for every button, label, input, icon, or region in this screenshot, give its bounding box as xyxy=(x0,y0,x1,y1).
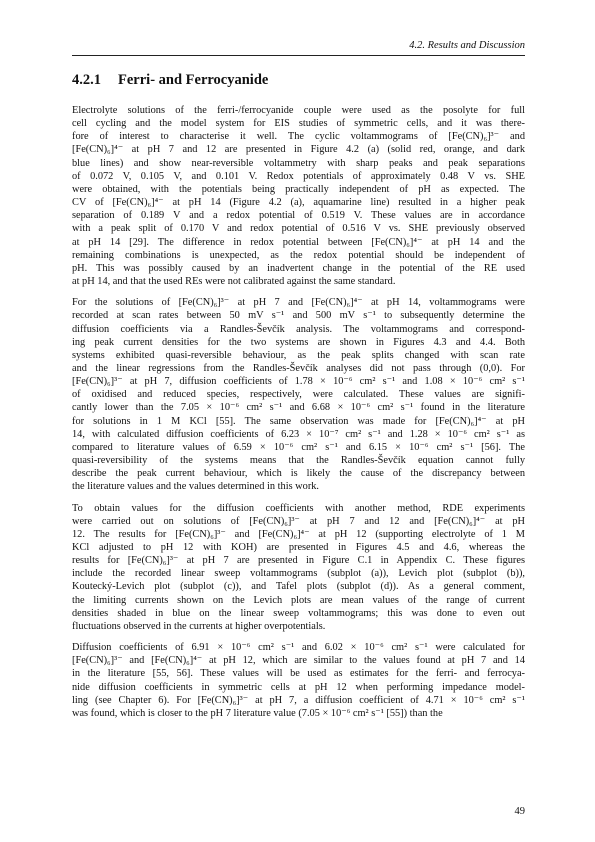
text-line: at pH 14, and that the used REs were not calibrated against the same standard. xyxy=(72,276,396,288)
text-line: and the linear regressions from the Randles-Ševčík analyses did not pass through (0,0). For xyxy=(72,362,525,374)
text-line: for solutions in 1 M KCl [55]. The same observation was made for [Fe(CN)₆]⁴⁻ at pH xyxy=(72,415,525,427)
text-line: Diffusion coefficients of 6.91 × 10⁻⁶ cm² s⁻¹ and 6.02 × 10⁻⁶ cm² s⁻¹ were calculated for xyxy=(72,642,525,654)
paragraph xyxy=(72,296,525,493)
text-line: 12. The results for [Fe(CN)₆]³⁻ and [Fe(CN)₆]⁴⁻ at pH 12 (supporting electrolyte of 1 M xyxy=(72,528,525,540)
text-line: fore of interest to characterise it well. The cyclic voltammograms of [Fe(CN)₆]³⁻ and xyxy=(72,131,525,143)
text-line: of oxidised and reduced species, respectively, were calculated. These values are signifi- xyxy=(72,389,525,401)
text-line: cell cycling and the model system for EIS studies of symmetric cells, and it was there- xyxy=(72,118,525,130)
section-title: Ferri- and Ferrocyanide xyxy=(118,72,269,88)
text-line: ing peak current densities for the two systems are shown in Figures 4.3 and 4.4. Both xyxy=(72,336,525,348)
text-line: with a peak split of 0.170 V and redox potential of 0.516 V vs. SHE previously observed xyxy=(72,223,525,235)
text-line: results for [Fe(CN)₆]³⁻ at pH 7 are presented in Figure C.1 in Appendix C. These figures xyxy=(72,555,525,567)
section-number: 4.2.1 xyxy=(72,72,101,88)
text-line: KCl adjusted to pH 12 with KOH) are presented in Figures 4.5 and 4.6, whereas the xyxy=(72,542,525,553)
text-line: in the literature [55, 56]. These values will be used as estimates for the ferri- and ferrocya- xyxy=(72,668,525,680)
text-line: the limiting currents shown on the Levich plots are mean values of the range of current xyxy=(72,594,525,606)
text-line: fluctuations observed in the currents at higher overpotentials. xyxy=(72,620,326,632)
text-line: at pH 14 [29]. The difference in redox potential between [Fe(CN)₆]⁴⁻ at pH 14 and the xyxy=(72,236,525,248)
header-rule xyxy=(72,55,525,56)
text-line: systems exhibited quasi-reversible behaviour, as the peak splits changed with scan rate xyxy=(72,349,525,361)
text-line: nide diffusion coefficients in symmetric cells at pH 12 when performing impedance model- xyxy=(72,681,525,693)
paragraph xyxy=(72,641,525,720)
running-head: 4.2. Results and Discussion xyxy=(409,40,525,51)
text-line: of 0.072 V, 0.105 V, and 0.101 V. Redox potentials of approximately 0.48 V vs. SHE xyxy=(72,170,525,182)
text-line: Koutecký-Levich plot (subplot (c)), and Tafel plots (subplot (d)). As a general comment, xyxy=(72,581,525,593)
body-text xyxy=(72,104,525,728)
paragraph xyxy=(72,104,525,288)
text-line: was found, which is closer to the pH 7 literature value (7.05 × 10⁻⁶ cm² s⁻¹ [55]) than the xyxy=(72,707,443,719)
text-line: compared to literature values of 6.59 × 10⁻⁶ cm² s⁻¹ and 6.15 × 10⁻⁶ cm² s⁻¹ [56]. The xyxy=(72,441,525,453)
text-line: Electrolyte solutions of the ferri-/ferrocyanide couple were used as the posolyte for full xyxy=(72,105,525,116)
paragraph xyxy=(72,502,525,634)
text-line: quasi-reversibility of the systems means that the Randles-Ševčík equation cannot fully xyxy=(72,455,525,467)
text-line: diffusion coefficients via a Randles-Ševčík analysis. The voltammograms and correspond- xyxy=(72,323,525,335)
text-line: [Fe(CN)₆]⁴⁻ at pH 7 and 12 are presented in Figure 4.2 (a) (solid red, orange, and dark xyxy=(72,144,525,156)
text-line: ling (see Chapter 6). For [Fe(CN)₆]³⁻ at pH 7, a diffusion coefficient of 4.71 × 10⁻⁶ cm² s⁻¹ xyxy=(72,694,525,706)
text-line: were carried out on solutions of [Fe(CN)₆]³⁻ at pH 7 and 12 and [Fe(CN)₆]⁴⁻ at pH xyxy=(72,515,525,527)
text-line: [Fe(CN)₆]³⁻ at pH 7, diffusion coefficients of 1.78 × 10⁻⁶ cm² s⁻¹ and 1.08 × 10⁻⁶ cm² s⁻¹ xyxy=(72,376,525,388)
text-line: describe the peak current behaviour, which is likely the cause of the discrepancy between xyxy=(72,468,525,480)
page-number: 49 xyxy=(514,806,525,817)
text-line: 14, with calculated diffusion coefficients of 6.23 × 10⁻⁷ cm² s⁻¹ and 1.28 × 10⁻⁶ cm² s⁻¹ as xyxy=(72,428,525,440)
text-line: For the solutions of [Fe(CN)₆]³⁻ at pH 7 and [Fe(CN)₆]⁴⁻ at pH 14, voltammograms were xyxy=(72,297,525,309)
text-line: cantly lower than the 7.05 × 10⁻⁶ cm² s⁻¹ and 6.68 × 10⁻⁶ cm² s⁻¹ found in the literature xyxy=(72,402,525,414)
text-line: separation of 0.189 V and a redox potential of 0.519 V. These values are in accordance xyxy=(72,210,525,222)
text-line: [Fe(CN)₆]³⁻ and [Fe(CN)₆]⁴⁻ at pH 12, which are similar to the values found at pH 7 and 14 xyxy=(72,655,525,667)
text-line: remaining combinations is unexpected, as the redox potential should be independent of xyxy=(72,249,525,261)
text-line: recorded at scan rates between 50 mV s⁻¹ and 500 mV s⁻¹ to subsequently determine the xyxy=(72,310,525,322)
text-line: the literature values and the values determined in this work. xyxy=(72,481,320,493)
text-line: densities shaded in blue on the linear sweep voltammograms; this was done to even out xyxy=(72,607,525,619)
text-line: include the recorded linear sweep voltammograms (subplot (a)), Levich plot (subplot (b)), xyxy=(72,568,525,580)
section-heading xyxy=(72,72,268,89)
text-line: pH. This was possibly caused by an inadvertent change in the potential of the RE used xyxy=(72,262,525,274)
text-line: blue lines) and show near-reversible voltammetry with sharp peaks and peak separations xyxy=(72,157,525,169)
text-line: CV of [Fe(CN)₆]⁴⁻ at pH 14 (Figure 4.2 (a), aquamarine line) resulted in a higher peak xyxy=(72,197,525,209)
text-line: To obtain values for the diffusion coefficients with another method, RDE experiments xyxy=(72,502,525,514)
text-line: were obtained, with the potentials being practically independent of pH as expected. The xyxy=(72,183,525,195)
